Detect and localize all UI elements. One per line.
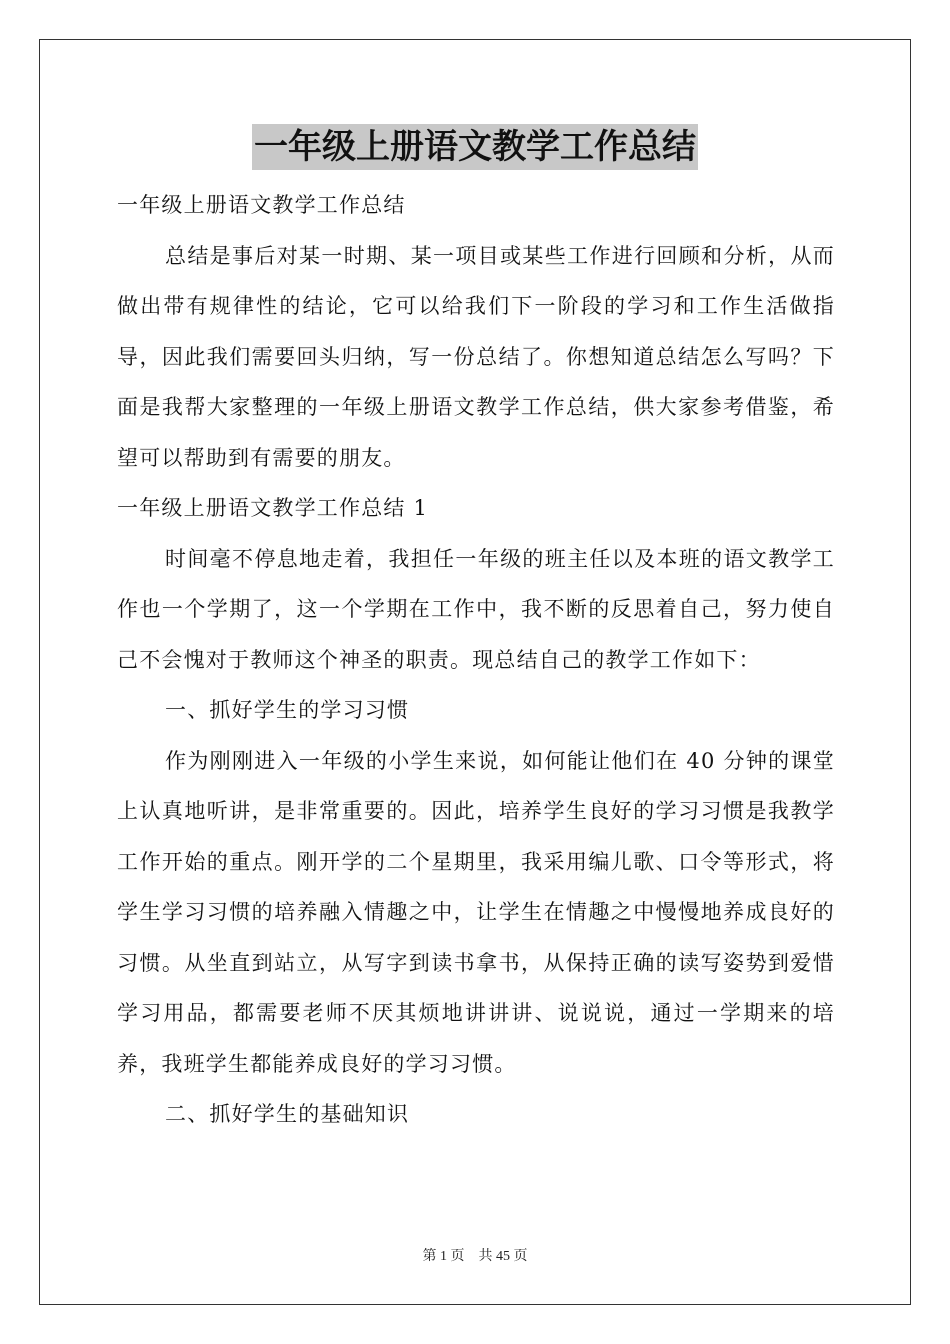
document-title: 一年级上册语文教学工作总结 [252,124,698,170]
page-total: 共 45 页 [478,1249,528,1264]
title-container [0,124,950,170]
paragraph: 总结是事后对某一时期、某一项目或某些工作进行回顾和分析，从而做出带有规律性的结论，它可以给我们下一阶段的学习和工作生活做指导，因此我们需要回头归纳，写一份总结了。你想知道总结怎么写吗？下面是我帮大家整理的一年级上册语文教学工作总结，供大家参考借鉴，希望可以帮助到有需要的朋友。 [117,243,835,470]
section-heading: 二、抓好学生的基础知识 [165,1102,410,1126]
paragraph: 一年级上册语文教学工作总结 [117,193,406,217]
section-heading: 一、抓好学生的学习习惯 [165,698,410,722]
paragraph: 一年级上册语文教学工作总结 1 [117,496,429,520]
page-footer [0,1245,950,1265]
paragraph: 作为刚刚进入一年级的小学生来说，如何能让他们在 40 分钟的课堂上认真地听讲，是非常重要的。因此，培养学生良好的学习习惯是我教学工作开始的重点。刚开学的二个星期里，我采用编儿歌、口令等形式，将学生学习习惯的培养融入情趣之中，让学生在情趣之中慢慢地养成良好的习惯。从坐直到站立，从写字到读书拿书，从保持正确的读写姿势到爱惜学习用品，都需要老师不厌其烦地讲讲讲、说说说，通过一学期来的培养，我班学生都能养成良好的学习习惯。 [117,748,835,1076]
document-body [117,180,835,1140]
paragraph: 时间毫不停息地走着，我担任一年级的班主任以及本班的语文教学工作也一个学期了，这一个学期在工作中，我不断的反思着自己，努力使自己不会愧对于教师这个神圣的职责。现总结自己的教学工作如下： [117,546,835,672]
page-number: 第 1 页 [422,1249,465,1264]
